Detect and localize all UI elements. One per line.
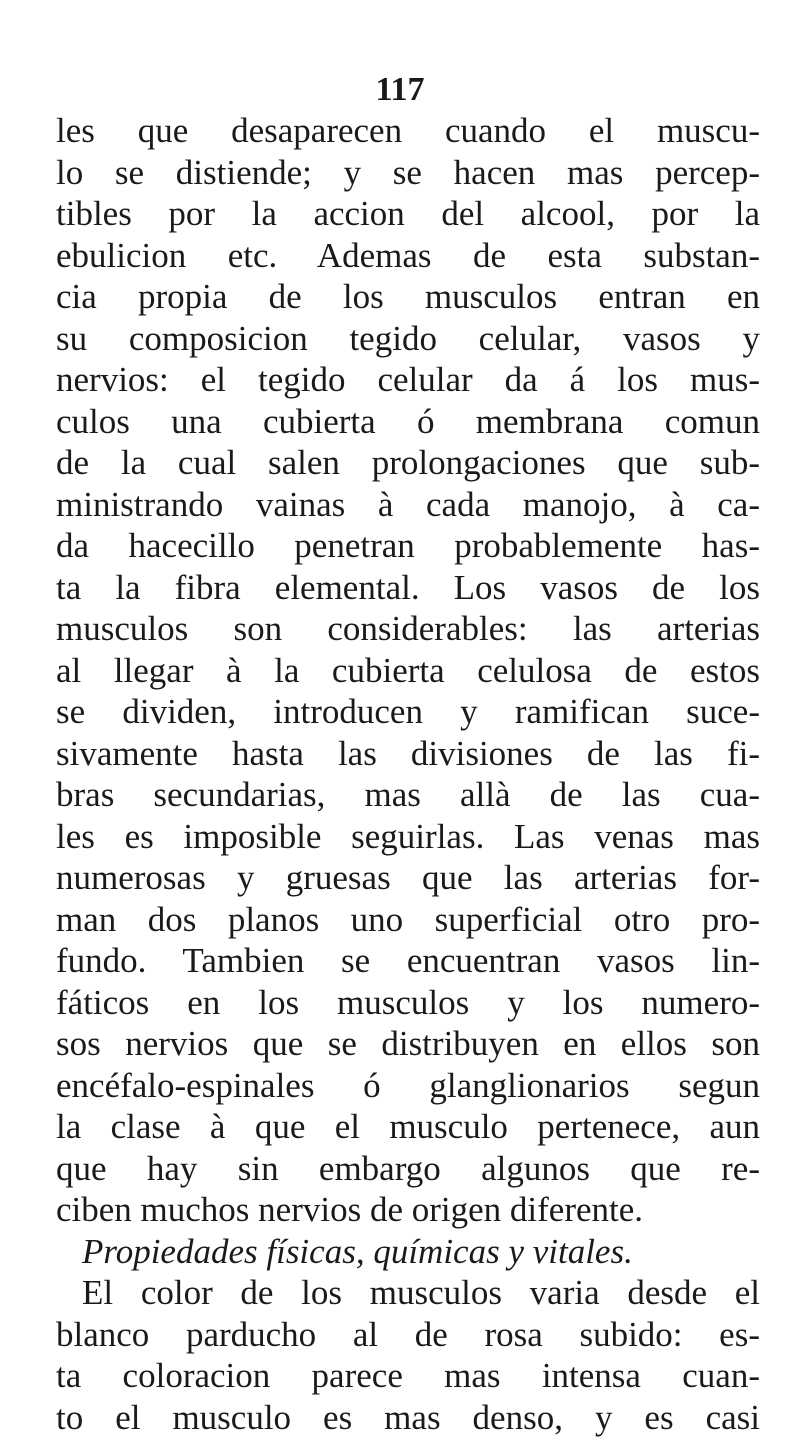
text-line: ebulicion etc. Ademas de esta substan-: [56, 235, 760, 277]
page-body: [56, 110, 760, 1438]
text-line: la clase à que el musculo pertenece, aun: [56, 1106, 760, 1148]
text-line: fundo. Tambien se encuentran vasos lin-: [56, 940, 760, 982]
text-line: que hay sin embargo algunos que re-: [56, 1148, 760, 1190]
text-line: culos una cubierta ó membrana comun: [56, 401, 760, 443]
text-line: man dos planos uno superficial otro pro-: [56, 899, 760, 941]
text-line: fáticos en los musculos y los numero-: [56, 982, 760, 1024]
text-line: ta coloracion parece mas intensa cuan-: [56, 1355, 760, 1397]
text-line: cia propia de los musculos entran en: [56, 276, 760, 318]
text-line: to el musculo es mas denso, y es casi: [56, 1397, 760, 1438]
text-line: sos nervios que se distribuyen en ellos son: [56, 1023, 760, 1065]
text-line: El color de los musculos varia desde el: [56, 1272, 760, 1314]
text-line: da hacecillo penetran probablemente has-: [56, 525, 760, 567]
text-line: les que desaparecen cuando el muscu-: [56, 110, 760, 152]
text-line: lo se distiende; y se hacen mas percep-: [56, 152, 760, 194]
text-line: nervios: el tegido celular da á los mus-: [56, 359, 760, 401]
text-line: ministrando vainas à cada manojo, à ca-: [56, 484, 760, 526]
text-line: tibles por la accion del alcool, por la: [56, 193, 760, 235]
text-line: sivamente hasta las divisiones de las fi-: [56, 733, 760, 775]
text-line: encéfalo-espinales ó glanglionarios segun: [56, 1065, 760, 1107]
text-line: al llegar à la cubierta celulosa de estos: [56, 650, 760, 692]
text-line: ta la fibra elemental. Los vasos de los: [56, 567, 760, 609]
text-line: blanco parducho al de rosa subido: es-: [56, 1314, 760, 1356]
text-line: bras secundarias, mas allà de las cua-: [56, 774, 760, 816]
page-number: 117: [0, 70, 800, 110]
section-heading: Propiedades físicas, químicas y vitales.: [56, 1231, 760, 1273]
text-line: de la cual salen prolongaciones que sub-: [56, 442, 760, 484]
text-line: se dividen, introducen y ramifican suce-: [56, 691, 760, 733]
text-line: ciben muchos nervios de origen diferente.: [56, 1189, 760, 1231]
text-line: su composicion tegido celular, vasos y: [56, 318, 760, 360]
text-line: numerosas y gruesas que las arterias for-: [56, 857, 760, 899]
text-line: les es imposible seguirlas. Las venas mas: [56, 816, 760, 858]
text-line: musculos son considerables: las arterias: [56, 608, 760, 650]
